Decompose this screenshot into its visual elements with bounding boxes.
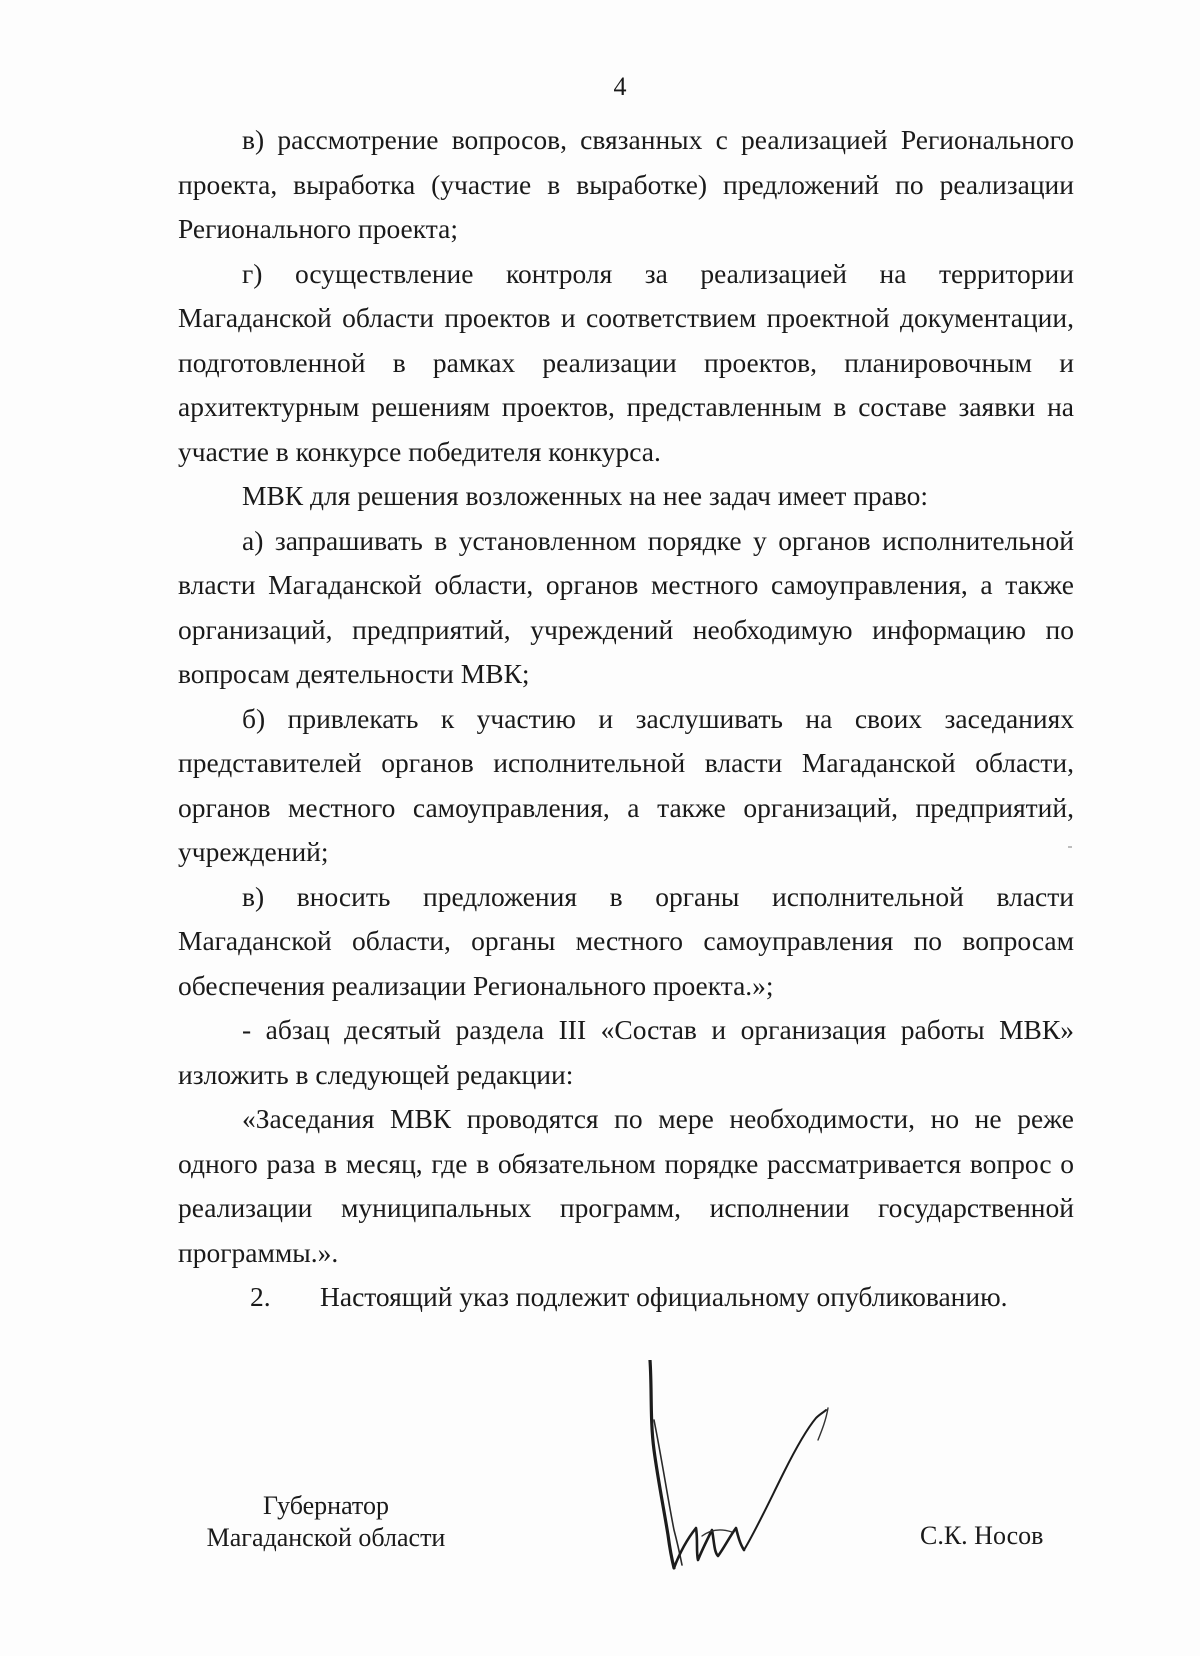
signer-title xyxy=(176,1490,476,1554)
signer-position: Губернатор xyxy=(263,1491,389,1520)
handwritten-signature xyxy=(640,1360,860,1600)
numbered-item xyxy=(178,1275,1074,1320)
document-body xyxy=(178,118,1074,1320)
paragraph-g-control: г) осуществление контроля за реализацией на территории Магаданской области проектов и соответствием проектной документации, подготовленной в рамках реализации проектов, планировочным и архитектурным решениям проектов, представленным в составе заявки на участие в конкурсе победителя конкурса. xyxy=(178,257,1074,467)
paragraph-v-proposals: в) вносить предложения в органы исполнительной власти Магаданской области, органы местного самоуправления по вопросам обеспечения реализации Регионального проекта.»; xyxy=(178,880,1074,1001)
paragraph-a-request-info: а) запрашивать в установленном порядке у органов исполнительной власти Магаданской области, органов местного самоуправления, а также организаций, предприятий, учреждений необходимую информацию по вопросам деятельности МВК; xyxy=(178,524,1074,689)
signer-region: Магаданской области xyxy=(206,1523,446,1552)
scan-artifact xyxy=(1068,846,1072,848)
paragraph-rights-intro: МВК для решения возложенных на нее задач имеет право: xyxy=(242,480,929,511)
signer-name: С.К. Носов xyxy=(920,1521,1044,1550)
page-number: 4 xyxy=(613,72,627,101)
item-text: Настоящий указ подлежит официальному опубликованию. xyxy=(320,1281,1008,1312)
paragraph-amendment-text: «Заседания МВК проводятся по мере необходимости, но не реже одного раза в месяц, где в обязательном порядке рассматривается вопрос о реализации муниципальных программ, исполнении государственной программы.». xyxy=(178,1103,1074,1268)
item-number: 2. xyxy=(250,1281,271,1312)
signature-block xyxy=(0,1360,1200,1600)
paragraph-v-consideration: в) рассмотрение вопросов, связанных с реализацией Регионального проекта, выработка (участие в выработке) предложений по реализации Регионального проекта; xyxy=(178,124,1074,244)
paragraph-b-invite: б) привлекать к участию и заслушивать на своих заседаниях представителей органов исполнительной власти Магаданской области, органов местного самоуправления, а также организаций, предприятий, учреждений; xyxy=(178,702,1074,867)
paragraph-amendment-intro: - абзац десятый раздела III «Состав и организация работы МВК» изложить в следующей редакции: xyxy=(178,1014,1074,1090)
